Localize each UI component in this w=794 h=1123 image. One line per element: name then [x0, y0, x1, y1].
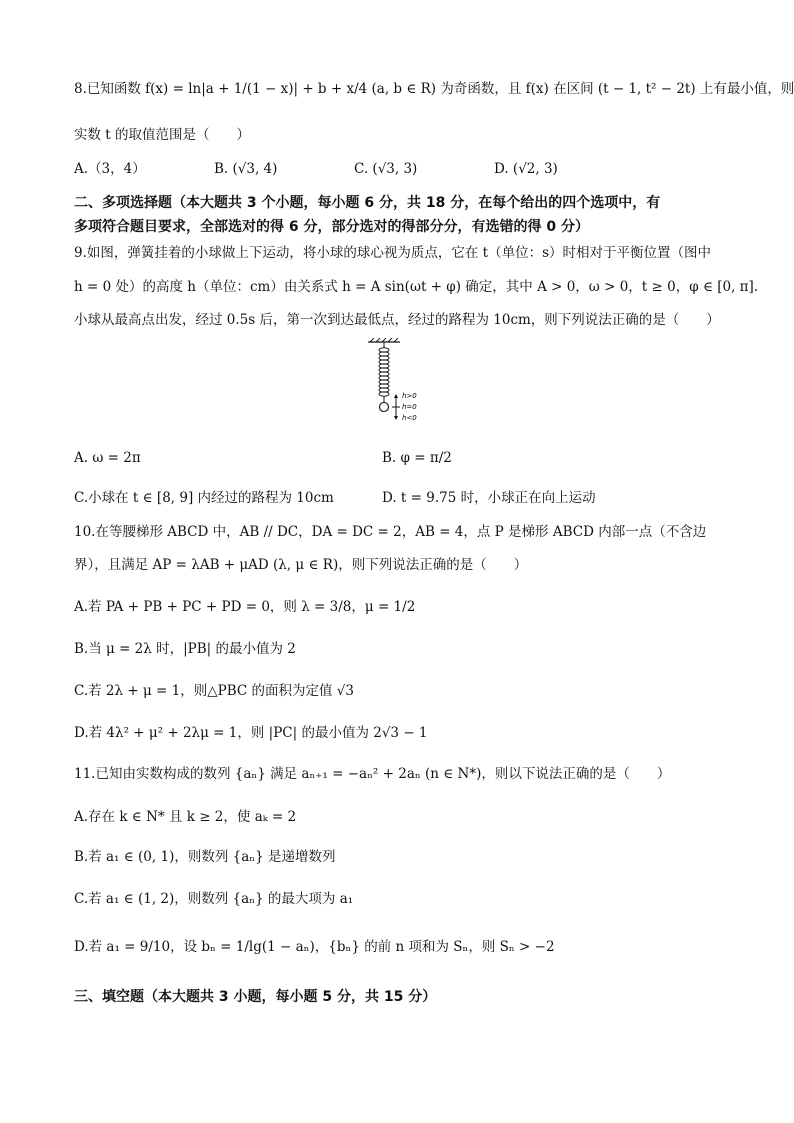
spring-ball-figure [366, 338, 436, 436]
q9-option-b: B. φ = π/2 [382, 450, 452, 466]
q9-option-c: C.小球在 t ∈ [8, 9] 内经过的路程为 10cm [74, 490, 334, 506]
q11-line1: 11.已知由实数构成的数列 {aₙ} 满足 aₙ₊₁ = −aₙ² + 2aₙ (n ∈ N*)，则以下说法正确的是（ ） [74, 766, 671, 782]
q9-option-d: D. t = 9.75 时，小球正在向上运动 [382, 490, 596, 506]
q10-line1: 10.在等腰梯形 ABCD 中，AB // DC，DA = DC = 2，AB = 4，点 P 是梯形 ABCD 内部一点（不含边 [74, 524, 707, 540]
q9-line2: h = 0 处）的高度 h（单位：cm）由关系式 h = A sin(ωt + φ) 确定，其中 A > 0，ω > 0，t ≥ 0，φ ∈ [0, π]. [74, 279, 759, 295]
q11-option-c: C.若 a₁ ∈ (1, 2)，则数列 {aₙ} 的最大项为 a₁ [74, 891, 354, 907]
q9-line3: 小球从最高点出发，经过 0.5s 后，第一次到达最低点，经过的路程为 10cm，则下列说法正确的是（ ） [74, 312, 720, 328]
q11-option-d: D.若 a₁ = 9/10，设 bₙ = 1/lg(1 − aₙ)，{bₙ} 的前 n 项和为 Sₙ，则 Sₙ > −2 [74, 939, 555, 955]
section2-heading-line2: 多项符合题目要求，全部选对的得 6 分，部分选对的得部分分，有选错的得 0 分） [74, 219, 589, 235]
q10-option-b: B.当 μ = 2λ 时，|PB| 的最小值为 2 [74, 641, 296, 657]
section2-heading-line1: 二、多项选择题（本大题共 3 个小题，每小题 6 分，共 18 分，在每个给出的四个选项中，有 [74, 195, 661, 211]
q8-option-c: C. (√3, 3) [354, 161, 418, 177]
section3-heading: 三、填空题（本大题共 3 小题，每小题 5 分，共 15 分） [74, 989, 437, 1005]
label-h-positive: h>0 [402, 392, 417, 400]
q8-option-d: D. (√2, 3) [494, 161, 558, 177]
label-h-zero: h=0 [402, 403, 417, 411]
q11-option-a: A.存在 k ∈ N* 且 k ≥ 2，使 aₖ = 2 [74, 809, 297, 825]
q8-line1: 8.已知函数 f(x) = ln|a + 1/(1 − x)| + b + x/4 (a, b ∈ R) 为奇函数，且 f(x) 在区间 (t − 1, t² − 2t) 上有最小值，则 [74, 81, 794, 97]
q8-option-a: A.（3，4） [74, 161, 146, 177]
q8-option-b: B. (√3, 4) [214, 161, 278, 177]
q9-line1: 9.如图，弹簧挂着的小球做上下运动，将小球的球心视为质点，它在 t（单位：s）时相对于平衡位置（图中 [74, 245, 712, 261]
q9-option-a: A. ω = 2π [74, 450, 141, 466]
q10-option-c: C.若 2λ + μ = 1，则△PBC 的面积为定值 √3 [74, 683, 354, 699]
q8-line2: 实数 t 的取值范围是（ ） [74, 127, 251, 143]
q10-line2: 界），且满足 AP = λAB + μAD (λ, μ ∈ R)，则下列说法正确的是（ ） [74, 557, 528, 573]
q10-option-d: D.若 4λ² + μ² + 2λμ = 1，则 |PC| 的最小值为 2√3 − 1 [74, 725, 428, 741]
label-h-negative: h<0 [402, 414, 417, 422]
q10-option-a: A.若 PA + PB + PC + PD = 0，则 λ = 3/8，μ = 1/2 [74, 599, 416, 615]
q11-option-b: B.若 a₁ ∈ (0, 1)，则数列 {aₙ} 是递增数列 [74, 849, 336, 865]
